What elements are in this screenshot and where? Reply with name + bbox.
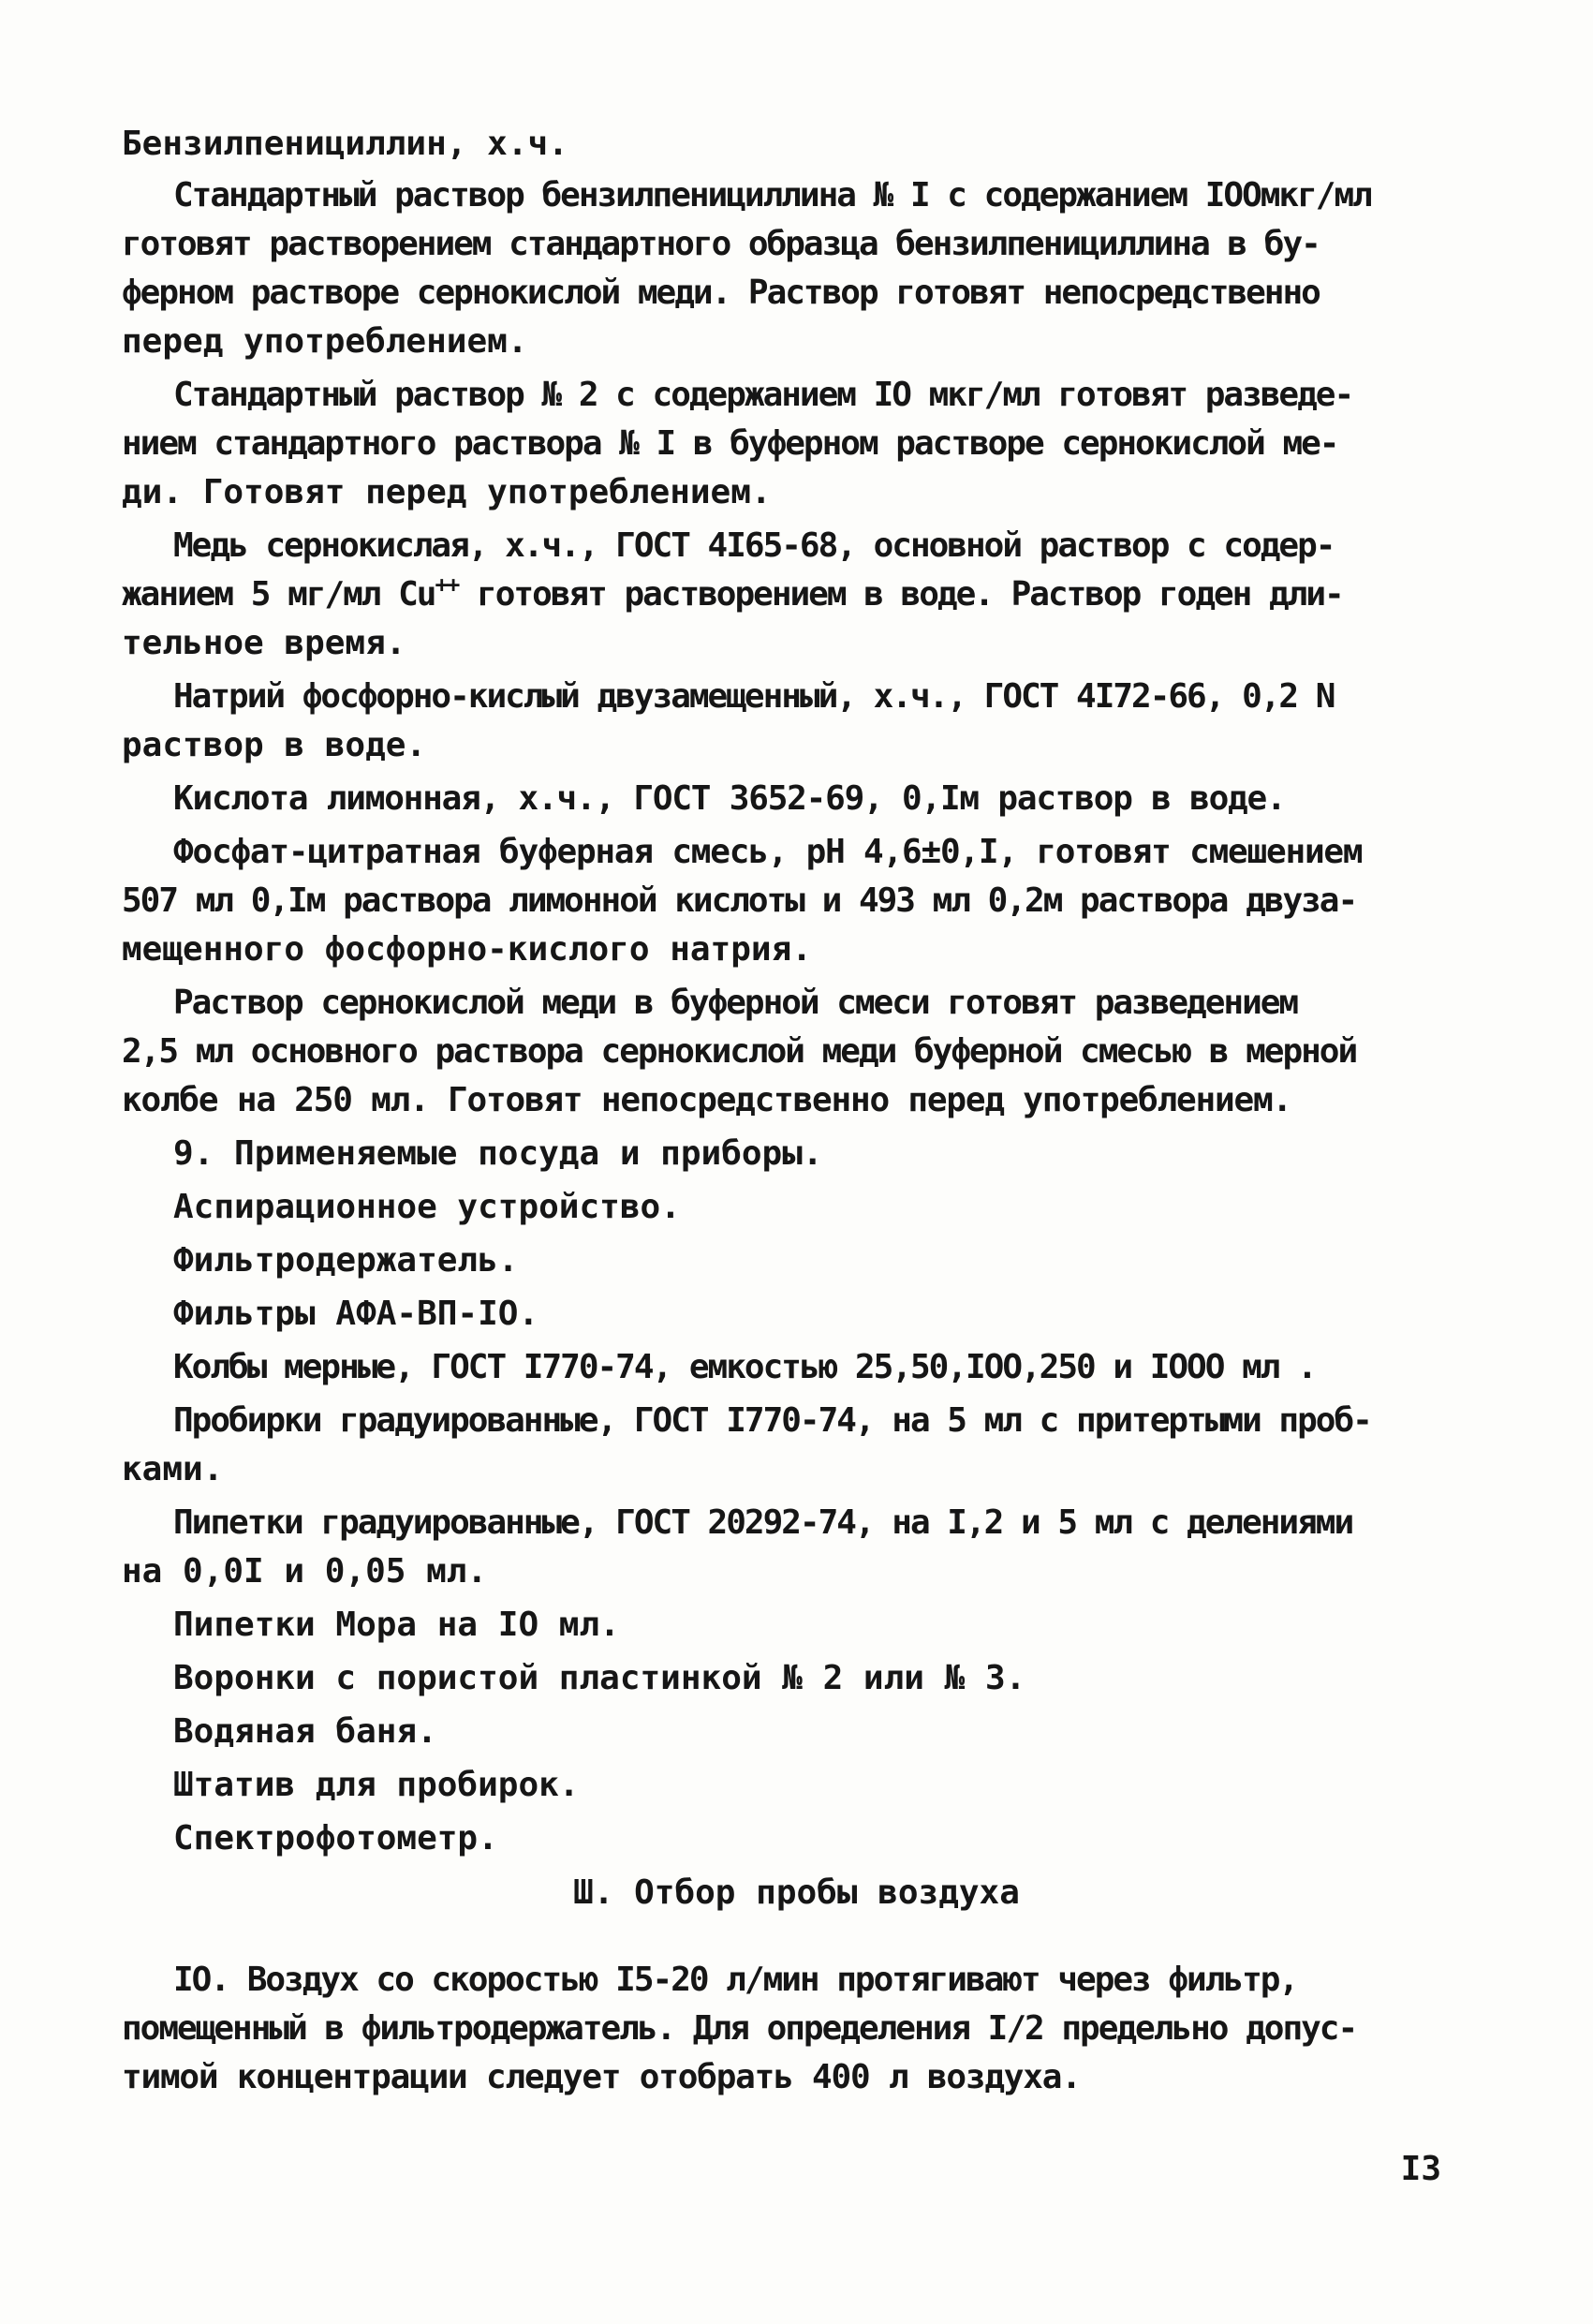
equipment-item: Пипетки градуированные, ГОСТ 20292-74, на I,2 и 5 мл с делениями (173, 1503, 1353, 1542)
equipment-item: Штатив для пробирок. (173, 1766, 580, 1804)
text-line: колбе на 250 мл. Готовят непосредственно перед употреблением. (122, 1081, 1291, 1119)
text-line: Кислота лимонная, х.ч., ГОСТ 3652-69, 0,Iм раствор в воде. (173, 779, 1286, 818)
copper-line-start: жанием 5 мг/мл Cu (122, 575, 435, 614)
page-number: I3 (1400, 2150, 1441, 2188)
text-line: помещенный в фильтродержатель. Для определения I/2 предельно допус- (122, 2009, 1357, 2048)
text-line: Медь сернокислая, х.ч., ГОСТ 4I65-68, основной раствор с содер- (173, 526, 1335, 565)
text-line: готовят растворением стандартного образца бензилпенициллина в бу- (122, 225, 1320, 263)
text-line: Раствор сернокислой меди в буферной смеси готовят разведением (173, 984, 1298, 1022)
text-line: ферном растворе сернокислой меди. Раствор готовят непосредственно (122, 274, 1320, 312)
text-line: раствор в воде. (122, 726, 427, 764)
copper-line-tail: готовят растворением в воде. Раствор годен дли- (458, 575, 1343, 614)
text-line: Фосфат-цитратная буферная смесь, рН 4,6±0,I, готовят смешением (173, 833, 1363, 871)
text-line: ди. Готовят перед употреблением. (122, 473, 772, 511)
text-line: мещенного фосфорно-кислого натрия. (122, 930, 812, 969)
equipment-item: Спектрофотометр. (173, 1819, 498, 1858)
text-line-section-heading: 9. Применяемые посуда и приборы. (173, 1134, 823, 1173)
text-line: Натрий фосфорно-кислый двузамещенный, х.ч., ГОСТ 4I72-66, 0,2 N (173, 677, 1335, 716)
text-line: перед употреблением. (122, 322, 528, 361)
equipment-item: Воронки с пористой пластинкой № 2 или № 3. (173, 1659, 1026, 1697)
text-line: 507 мл 0,Iм раствора лимонной кислоты и 493 мл 0,2м раствора двуза- (122, 881, 1357, 920)
text-line: Стандартный раствор бензилпенициллина № I с содержанием IOOмкг/мл (173, 176, 1371, 215)
equipment-item: Фильтродержатель. (173, 1241, 519, 1280)
equipment-item: Аспирационное устройство. (173, 1188, 681, 1226)
text-line: Стандартный раствор № 2 с содержанием IO мкг/мл готовят разведе- (173, 376, 1353, 414)
equipment-item-continuation: на 0,0I и 0,05 мл. (122, 1552, 488, 1591)
equipment-item: Пипетки Мора на IO мл. (173, 1606, 620, 1644)
section-title: Ш. Отбор пробы воздуха (573, 1873, 1020, 1912)
equipment-item: Фильтры АФА-ВП-IO. (173, 1295, 539, 1333)
text-line: 2,5 мл основного раствора сернокислой меди буферной смесью в мерной (122, 1032, 1357, 1071)
equipment-item: Колбы мерные, ГОСТ I770-74, емкостью 25,50,IOO,250 и IOOO мл . (173, 1348, 1316, 1386)
copper-ion-superscript: ++ (435, 571, 459, 598)
text-line: IO. Воздух со скоростью I5-20 л/мин протягивают через фильтр, (173, 1961, 1298, 1999)
equipment-item: Пробирки градуированные, ГОСТ I770-74, на 5 мл с притертыми проб- (173, 1401, 1371, 1440)
equipment-item: Водяная баня. (173, 1712, 437, 1751)
text-line-copper (122, 570, 1480, 619)
text-line: тимой концентрации следует отобрать 400 л воздуха. (122, 2058, 1081, 2096)
text-line: нием стандартного раствора № I в буферном растворе сернокислой ме- (122, 424, 1338, 463)
text-line: тельное время. (122, 624, 406, 662)
text-line-reagent-title: Бензилпенициллин, х.ч. (122, 125, 568, 163)
equipment-item-continuation: ками. (122, 1450, 224, 1488)
